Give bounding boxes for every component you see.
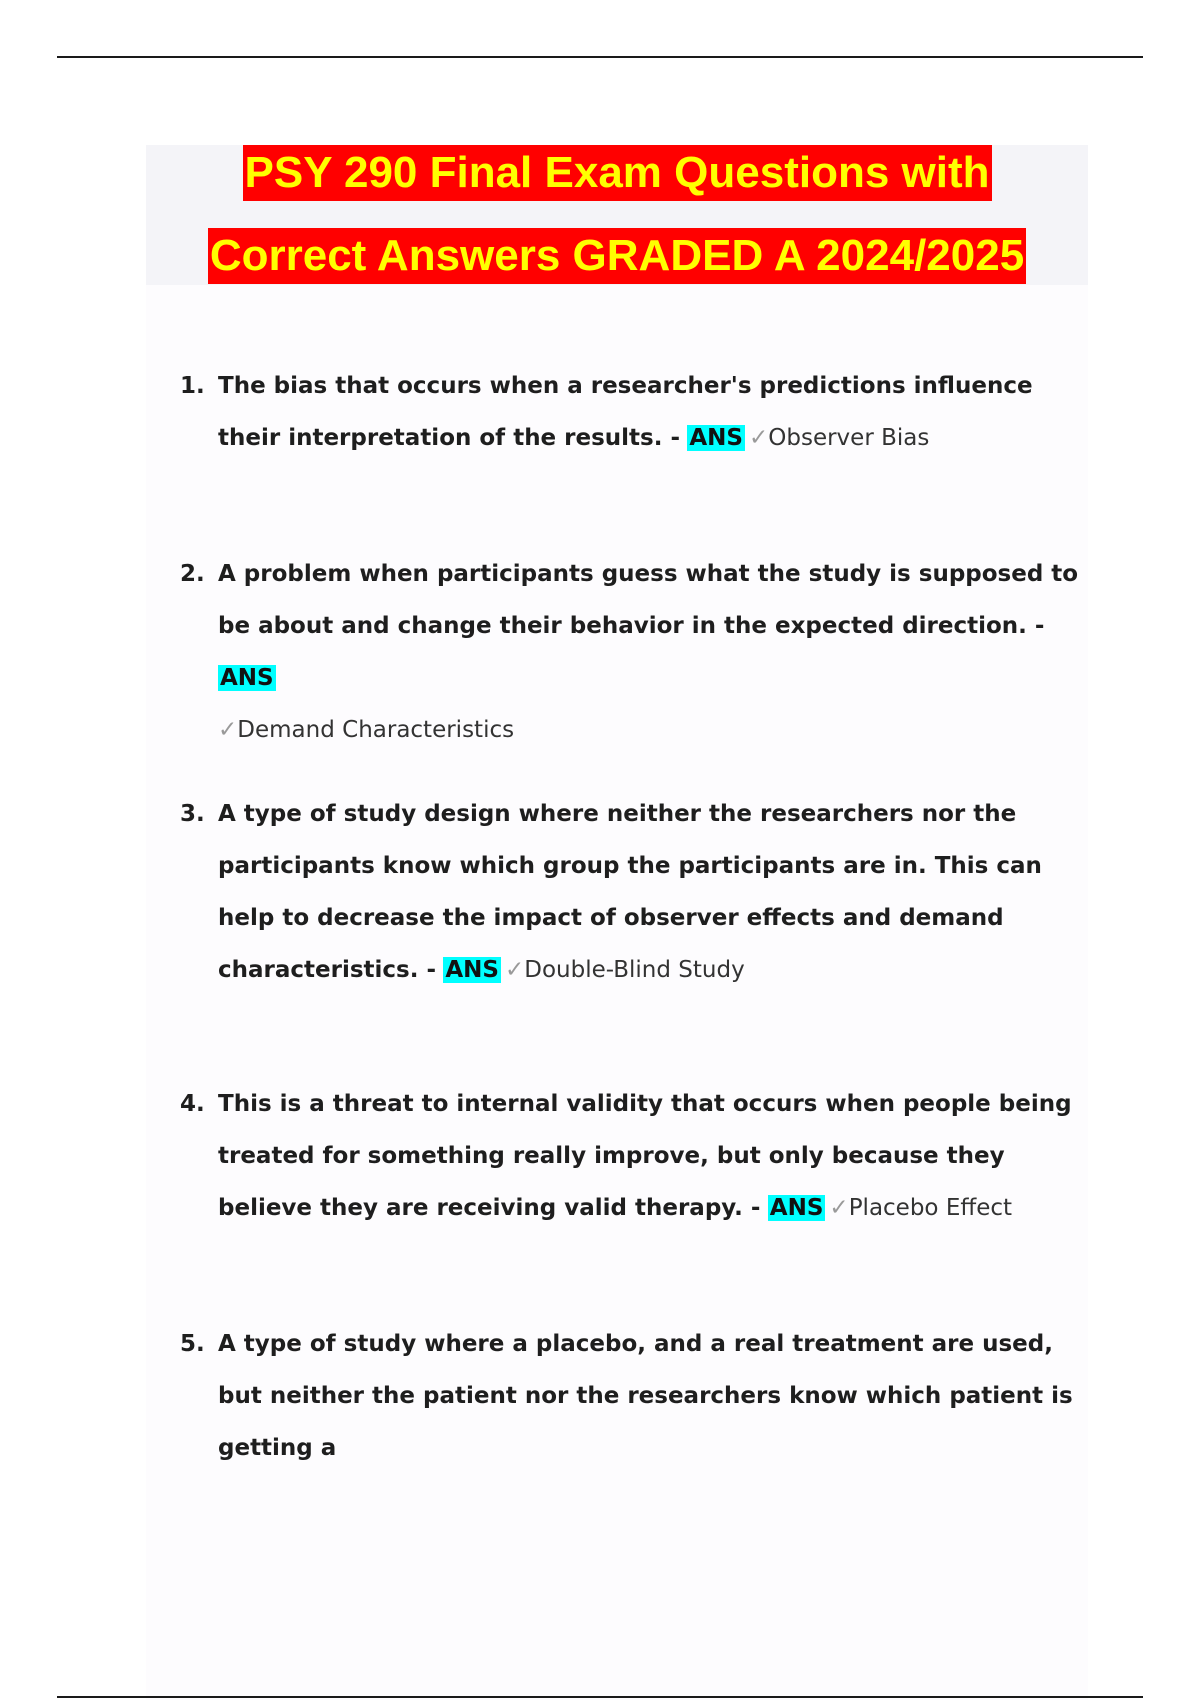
question-item-2 — [180, 548, 1080, 756]
answer-text: Double-Blind Study — [524, 957, 745, 983]
question-item-5 — [180, 1318, 1080, 1474]
check-icon: ✓ — [829, 1195, 849, 1221]
title-text-2: Correct Answers GRADED A 2024/2025 — [208, 228, 1026, 284]
question-text: The bias that occurs when a researcher's predictions influence their interpretation of the results. - — [218, 373, 1033, 451]
question-body — [218, 360, 1080, 464]
question-body — [218, 1318, 1080, 1474]
question-text: A type of study where a placebo, and a real treatment are used, but neither the patient nor the researchers know which patient is getting a — [218, 1331, 1073, 1461]
question-item-1 — [180, 360, 1080, 464]
check-icon: ✓ — [218, 717, 238, 743]
question-body — [218, 548, 1080, 756]
answer-text: Observer Bias — [768, 425, 930, 451]
check-icon: ✓ — [748, 425, 769, 451]
ans-label: ANS — [689, 425, 743, 451]
ans-label: ANS — [220, 665, 274, 691]
top-rule — [57, 56, 1143, 58]
question-text: A type of study design where neither the researchers nor the participants know which group the participants are in. This can help to decrease the impact of observer effects and demand characteristics. - — [218, 801, 1042, 983]
question-number: 5. — [180, 1331, 205, 1357]
title-text-1: PSY 290 Final Exam Questions with — [243, 145, 992, 201]
ans-label: ANS — [445, 957, 499, 983]
question-number: 2. — [180, 561, 205, 587]
question-number: 3. — [180, 801, 205, 827]
question-number: 4. — [180, 1091, 205, 1117]
bottom-rule — [57, 1696, 1143, 1698]
title-block — [146, 145, 1088, 285]
question-text: A problem when participants guess what the study is supposed to be about and change their behavior in the expected direction. - — [218, 561, 1079, 639]
question-number: 1. — [180, 373, 205, 399]
ans-label: ANS — [769, 1195, 824, 1221]
title-line-2 — [146, 228, 1088, 284]
answer-text: Demand Characteristics — [237, 717, 515, 743]
title-line-1 — [146, 145, 1088, 201]
check-icon: ✓ — [504, 957, 525, 983]
question-item-3 — [180, 788, 1080, 996]
question-item-4 — [180, 1078, 1080, 1234]
answer-text: Placebo Effect — [848, 1195, 1013, 1221]
question-text: This is a threat to internal validity that occurs when people being treated for something really improve, but only because they believe they are receiving valid therapy. - — [218, 1091, 1072, 1221]
question-body — [218, 788, 1080, 996]
question-body — [218, 1078, 1080, 1234]
